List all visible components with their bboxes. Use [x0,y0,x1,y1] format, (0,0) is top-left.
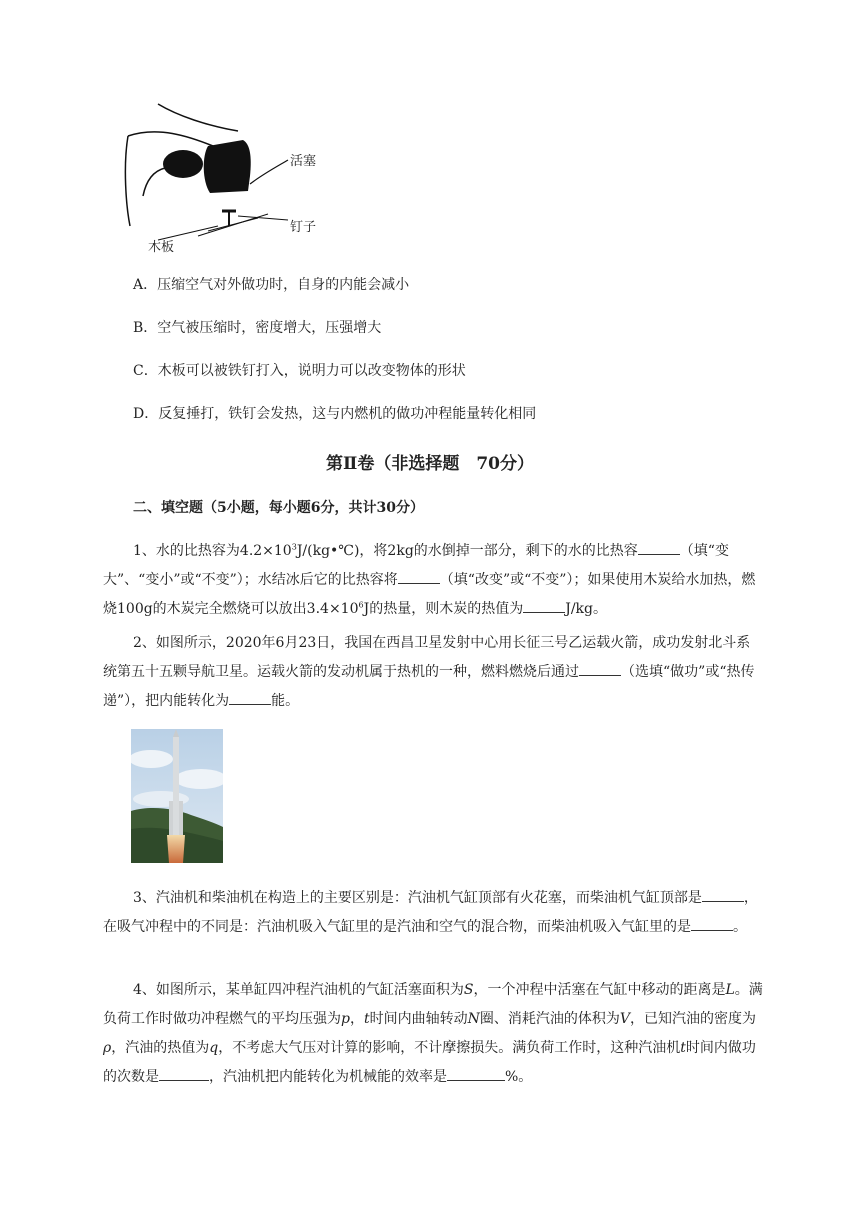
rocket-launch-photo [131,729,223,863]
q4-text-8: ，汽油的热值为 [111,1040,210,1056]
q3-text-3: 。 [733,919,747,935]
q2-text-2: （选填“做功”或“热传递”），把内能转化为 [103,664,755,709]
q4-var-l: L [725,982,735,998]
q4-text-3: 。满负荷工作时做功冲程燃气的平均压强为 [103,982,763,1027]
q1-blank-1[interactable] [638,540,680,555]
question-2 [103,629,763,716]
q4-text-11: ，汽油机把内能转化为机械能的效率是 [209,1069,447,1085]
q4-text-5: 时间内曲轴转动 [369,1011,468,1027]
option-b: B．空气被压缩时，密度增大，压强增大 [133,320,382,336]
rocket-launch-drawing [131,729,223,863]
q4-var-t: t [363,1011,370,1027]
q4-var-n: N [467,1011,480,1027]
q4-var-p: p [341,1011,350,1027]
section-title: 第Ⅱ卷（非选择题 70分） [326,454,534,474]
board-label: 木板 [148,240,175,255]
option-c: C．木板可以被铁钉打入，说明力可以改变物体的形状 [133,363,466,379]
q4-blank-2[interactable] [447,1066,505,1081]
option-d: D．反复捶打，铁钉会发热，这与内燃机的做功冲程能量转化相同 [133,406,537,422]
q4-text-1: 4、如图所示，某单缸四冲程汽油机的气缸活塞面积为 [133,982,464,998]
q1-text-5: J的热量，则木炭的热值为 [363,601,524,617]
q4-text-10: 时间内做功的次数是 [103,1040,756,1085]
q4-text-7: ，已知汽油的密度为 [629,1011,756,1027]
piston-label: 活塞 [290,154,317,169]
question-4 [103,976,763,1092]
piston-nail-figure [118,96,348,261]
q4-text-6: 圈、消耗汽油的体积为 [479,1011,620,1027]
q3-blank-2[interactable] [691,916,733,931]
q4-text-4: ， [349,1011,364,1027]
q1-text-2: J/(kg•℃)，将2kg的水倒掉一部分，剩下的水的比热容 [296,543,638,559]
question-3 [103,884,763,942]
q1-exponent-1: 3 [291,542,297,552]
q4-var-q: q [209,1040,219,1056]
q1-text-1: 1、水的比热容为4.2×10 [133,543,292,559]
q1-text-4: （填“改变”或“不变”）；如果使用木炭给水加热，燃烧100g的木炭完全燃烧可以放出3.4×10 [103,572,756,617]
q1-exponent-2: 6 [358,600,364,610]
q2-text-1: 2、如图所示，2020年6月23日，我国在西昌卫星发射中心用长征三号乙运载火箭，成功发射北斗系统第五十五颗导航卫星。运载火箭的发动机属于热机的一种，燃料燃烧后通过 [103,635,751,680]
q4-blank-1[interactable] [159,1066,209,1081]
q2-blank-2[interactable] [229,690,271,705]
q4-var-v: V [619,1011,630,1027]
question-1 [103,537,763,624]
q4-text-9: ，不考虑大气压对计算的影响，不计摩擦损失。满负荷工作时，这种汽油机 [218,1040,681,1056]
fill-in-subheading: 二、填空题（5小题，每小题6分，共计30分） [133,500,424,516]
nail-label: 钉子 [290,220,317,235]
q2-text-3: 能。 [271,693,300,709]
q3-text-2: ，在吸气冲程中的不同是：汽油机吸入气缸里的是汽油和空气的混合物，而柴油机吸入气缸里的是 [103,890,758,935]
q4-text-2: ，一个冲程中活塞在气缸中移动的距离是 [473,982,726,998]
q4-var-s: S [463,982,474,998]
q1-blank-3[interactable] [523,598,565,613]
q3-blank-1[interactable] [702,887,744,902]
q1-text-6: J/kg。 [565,601,607,617]
q4-var-rho: ρ [103,1040,112,1056]
q2-blank-1[interactable] [579,661,621,676]
q4-text-12: %。 [505,1069,533,1085]
q3-text-1: 3、汽油机和柴油机在构造上的主要区别是：汽油机气缸顶部有火花塞，而柴油机气缸顶部是 [133,890,702,906]
q1-text-3: （填“变大”、“变小”或“不变”）；水结冰后它的比热容将 [103,543,729,588]
q1-blank-2[interactable] [398,569,440,584]
option-a: A．压缩空气对外做功时，自身的内能会减小 [133,277,410,293]
q4-var-t2: t [680,1040,686,1056]
